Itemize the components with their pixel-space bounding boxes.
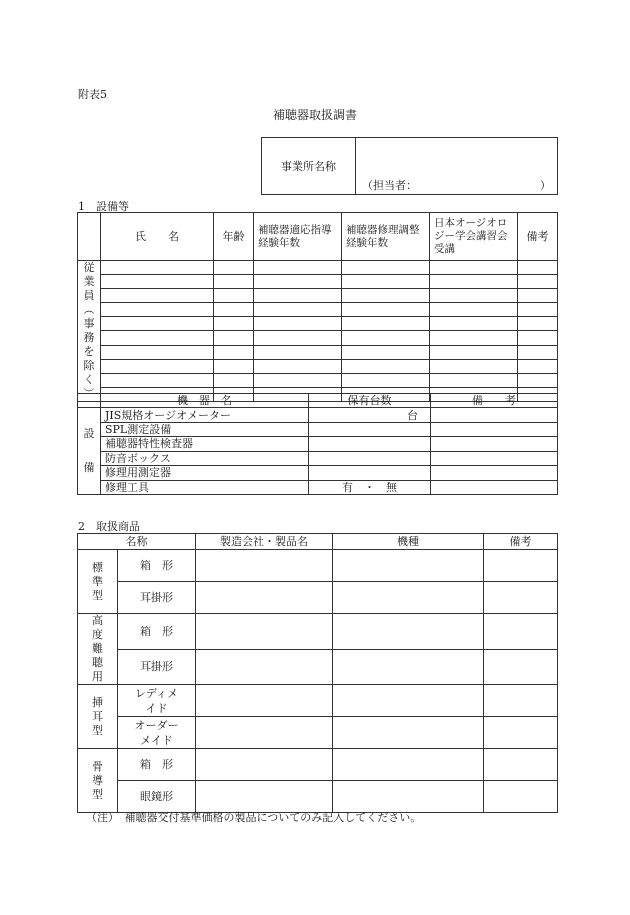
staff-cell[interactable]: [430, 289, 518, 303]
equipment-qty[interactable]: [309, 437, 431, 451]
office-box: [261, 137, 558, 195]
equipment-side-label: 設 備: [78, 408, 101, 495]
equipment-header-qty: 保有台数: [309, 394, 431, 408]
staff-cell[interactable]: [430, 275, 518, 289]
staff-side-label: 従 業 員 ︵ 事 務 を 除 く ︶: [78, 261, 101, 402]
equipment-header-blank: [78, 394, 101, 408]
staff-cell[interactable]: [430, 373, 518, 387]
equipment-notes[interactable]: [431, 422, 558, 436]
product-maker-cell[interactable]: [196, 717, 333, 749]
footnote: （注） 補聴器交付基準価格の製品についてのみ記入してください。: [86, 811, 422, 824]
staff-cell[interactable]: [254, 303, 342, 317]
equipment-notes[interactable]: [431, 466, 558, 480]
staff-cell[interactable]: [430, 345, 518, 359]
contact-label: （担当者：: [362, 179, 417, 192]
staff-cell[interactable]: [518, 275, 558, 289]
equipment-notes[interactable]: [431, 480, 558, 494]
product-notes-cell[interactable]: [484, 614, 558, 650]
product-model-cell[interactable]: [333, 550, 484, 582]
staff-cell[interactable]: [214, 303, 254, 317]
staff-cell[interactable]: [518, 261, 558, 275]
staff-cell[interactable]: [430, 261, 518, 275]
staff-cell[interactable]: [342, 373, 430, 387]
product-model-cell[interactable]: [333, 649, 484, 685]
staff-cell[interactable]: [214, 289, 254, 303]
staff-cell[interactable]: [214, 317, 254, 331]
group-label-standard: 標 準 型: [78, 550, 118, 614]
products-header-name: 名称: [78, 534, 196, 550]
office-name-label: 事業所名称: [262, 138, 356, 195]
staff-cell[interactable]: [430, 331, 518, 345]
group-label-severe: 高 度 難 聴 用: [78, 614, 118, 685]
staff-cell[interactable]: [214, 345, 254, 359]
equipment-qty[interactable]: 台: [309, 408, 431, 422]
staff-cell[interactable]: [214, 359, 254, 373]
equipment-item-soundbox: 防音ボックス: [101, 451, 309, 465]
product-maker-cell[interactable]: [196, 685, 333, 717]
staff-cell[interactable]: [430, 317, 518, 331]
staff-cell[interactable]: [214, 331, 254, 345]
staff-cell[interactable]: [101, 289, 214, 303]
staff-cell[interactable]: [342, 331, 430, 345]
appendix-label: 附表5: [78, 88, 107, 101]
staff-cell[interactable]: [430, 303, 518, 317]
product-notes-cell[interactable]: [484, 749, 558, 781]
staff-cell[interactable]: [101, 359, 214, 373]
product-type: オーダーメイド: [118, 717, 196, 749]
staff-cell[interactable]: [342, 275, 430, 289]
product-model-cell[interactable]: [333, 717, 484, 749]
office-name-field[interactable]: [356, 138, 558, 195]
staff-cell[interactable]: [342, 345, 430, 359]
staff-header-age: 年齢: [214, 213, 254, 261]
staff-cell[interactable]: [254, 331, 342, 345]
equipment-qty[interactable]: 有 ・ 無: [309, 480, 431, 494]
group-label-bone: 骨 導 型: [78, 749, 118, 813]
section2-heading: 2 取扱商品: [78, 520, 140, 533]
product-model-cell[interactable]: [333, 614, 484, 650]
staff-cell[interactable]: [214, 261, 254, 275]
staff-cell[interactable]: [518, 359, 558, 373]
product-model-cell[interactable]: [333, 685, 484, 717]
product-type: 箱 形: [118, 550, 196, 582]
product-type: レディメイド: [118, 685, 196, 717]
product-type: 耳掛形: [118, 649, 196, 685]
staff-cell[interactable]: [254, 359, 342, 373]
staff-cell[interactable]: [518, 303, 558, 317]
staff-cell[interactable]: [342, 317, 430, 331]
product-notes-cell[interactable]: [484, 649, 558, 685]
equipment-table: [77, 393, 558, 495]
staff-cell[interactable]: [430, 359, 518, 373]
product-notes-cell[interactable]: [484, 781, 558, 813]
equipment-item-repair-meter: 修理用測定器: [101, 466, 309, 480]
staff-cell[interactable]: [101, 317, 214, 331]
product-maker-cell[interactable]: [196, 550, 333, 582]
equipment-item-tester: 補聴器特性検査器: [101, 437, 309, 451]
staff-cell[interactable]: [101, 373, 214, 387]
equipment-notes[interactable]: [431, 408, 558, 422]
staff-cell[interactable]: [214, 275, 254, 289]
staff-cell[interactable]: [101, 261, 214, 275]
staff-header-audiology: 日本オージオロジー学会講習会受講: [430, 213, 518, 261]
equipment-qty[interactable]: [309, 451, 431, 465]
staff-cell[interactable]: [254, 275, 342, 289]
staff-header-notes: 備考: [518, 213, 558, 261]
products-header-model: 機種: [333, 534, 484, 550]
staff-cell[interactable]: [254, 345, 342, 359]
staff-cell[interactable]: [214, 373, 254, 387]
product-notes-cell[interactable]: [484, 717, 558, 749]
group-label-in-ear: 挿 耳 型: [78, 685, 118, 749]
products-table: [77, 533, 558, 813]
staff-cell[interactable]: [518, 373, 558, 387]
products-header-maker: 製造会社・製品名: [196, 534, 333, 550]
staff-cell[interactable]: [254, 289, 342, 303]
product-notes-cell[interactable]: [484, 685, 558, 717]
product-model-cell[interactable]: [333, 749, 484, 781]
staff-cell[interactable]: [518, 317, 558, 331]
staff-cell[interactable]: [342, 359, 430, 373]
staff-cell[interactable]: [254, 317, 342, 331]
staff-cell[interactable]: [342, 303, 430, 317]
product-type: 箱 形: [118, 749, 196, 781]
equipment-item-repair-tools: 修理工具: [101, 480, 309, 494]
equipment-header-name: 機 器 名: [101, 394, 309, 408]
equipment-notes[interactable]: [431, 437, 558, 451]
product-maker-cell[interactable]: [196, 649, 333, 685]
equipment-item-audiometer: JIS規格オージオメーター: [101, 408, 309, 422]
contact-close: ）: [540, 179, 551, 192]
product-notes-cell[interactable]: [484, 550, 558, 582]
equipment-notes[interactable]: [431, 451, 558, 465]
section1-heading: 1 設備等: [78, 200, 129, 213]
staff-header-name: 氏 名: [101, 213, 214, 261]
product-model-cell[interactable]: [333, 582, 484, 614]
staff-cell[interactable]: [254, 261, 342, 275]
equipment-item-spl: SPL測定設備: [101, 422, 309, 436]
staff-cell[interactable]: [342, 289, 430, 303]
product-maker-cell[interactable]: [196, 582, 333, 614]
product-maker-cell[interactable]: [196, 614, 333, 650]
staff-table: [77, 212, 558, 402]
staff-cell[interactable]: [101, 303, 214, 317]
product-type: 眼鏡形: [118, 781, 196, 813]
product-maker-cell[interactable]: [196, 749, 333, 781]
staff-cell[interactable]: [518, 345, 558, 359]
equipment-qty[interactable]: [309, 422, 431, 436]
staff-cell[interactable]: [101, 331, 214, 345]
equipment-header-notes: 備 考: [431, 394, 558, 408]
product-model-cell[interactable]: [333, 781, 484, 813]
page-title: 補聴器取扱調書: [272, 108, 357, 122]
staff-cell[interactable]: [101, 345, 214, 359]
staff-header-fitting-exp: 補聴器適応指導経験年数: [254, 213, 342, 261]
staff-header-blank: [78, 213, 101, 261]
staff-cell[interactable]: [518, 331, 558, 345]
product-type: 箱 形: [118, 614, 196, 650]
products-header-notes: 備考: [484, 534, 558, 550]
product-type: 耳掛形: [118, 582, 196, 614]
staff-cell[interactable]: [518, 289, 558, 303]
staff-cell[interactable]: [254, 373, 342, 387]
equipment-qty[interactable]: [309, 466, 431, 480]
staff-cell[interactable]: [101, 275, 214, 289]
staff-header-repair-exp: 補聴器修理調整経験年数: [342, 213, 430, 261]
staff-cell[interactable]: [342, 261, 430, 275]
product-maker-cell[interactable]: [196, 781, 333, 813]
product-notes-cell[interactable]: [484, 582, 558, 614]
